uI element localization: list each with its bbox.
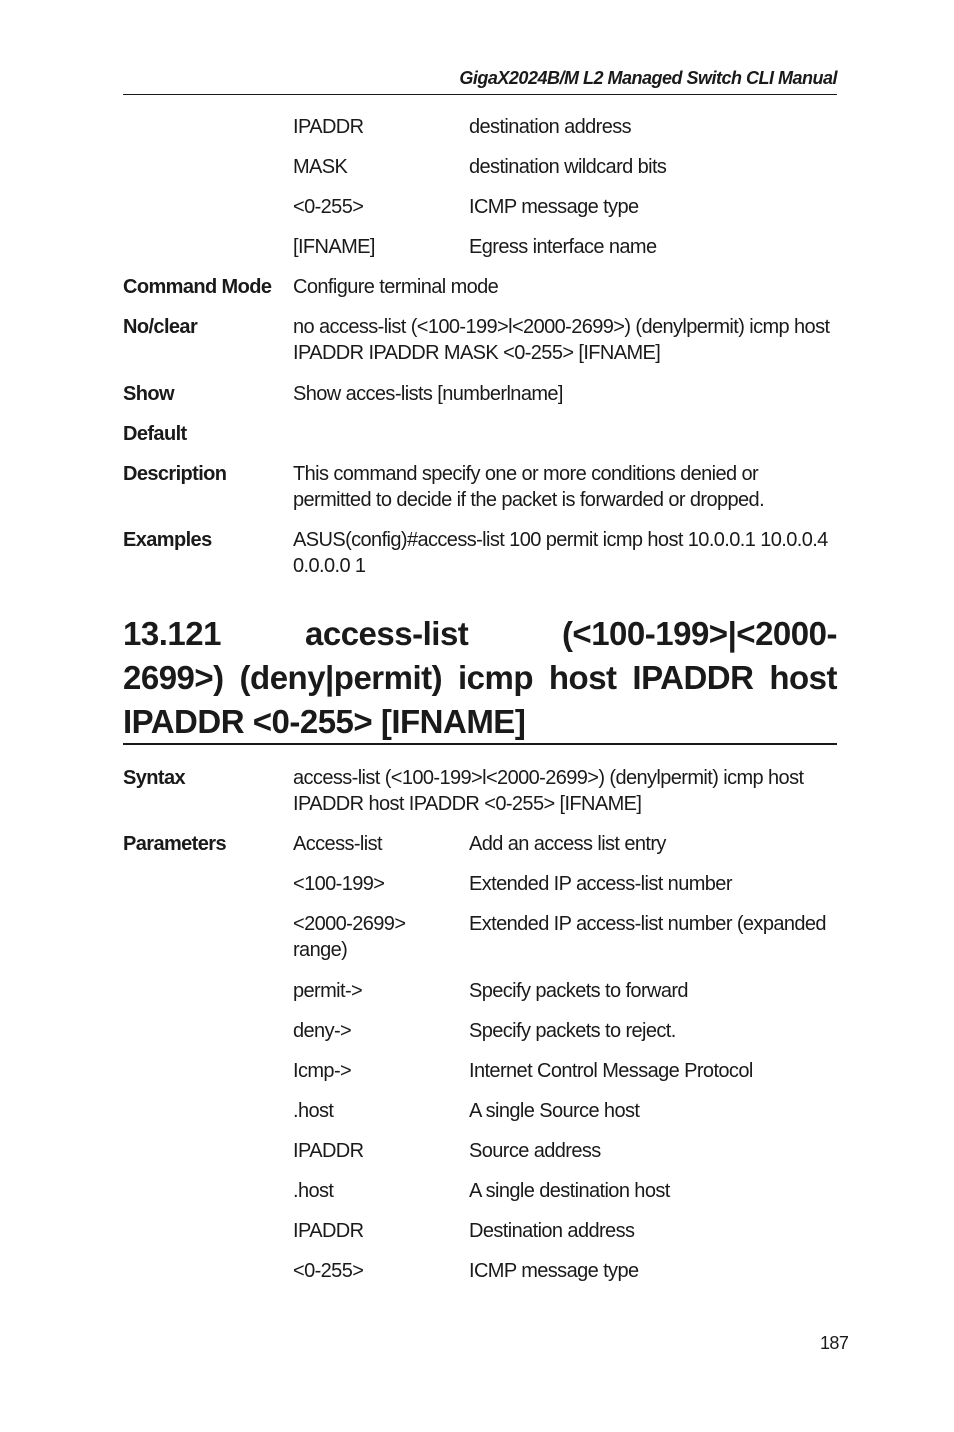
param-desc: Specify packets to forward <box>469 980 688 1002</box>
param-name: IPADDR <box>293 116 364 138</box>
param-desc: Add an access list entry <box>469 833 666 855</box>
param-wrapped <box>293 911 839 963</box>
section-heading <box>123 612 837 744</box>
param-desc: A single Source host <box>469 1100 640 1122</box>
param-name: <100-199> <box>293 873 385 895</box>
param-name: .host <box>293 1100 334 1122</box>
noclear-label: No/clear <box>123 316 198 338</box>
noclear-value: no access-list (<100-199>l<2000-2699>) (denylpermit) icmp host IPADDR IPADDR MASK <0-255> [IFNAME] <box>293 316 830 364</box>
param-desc: ICMP message type <box>469 196 639 218</box>
page-number: 187 <box>820 1333 849 1353</box>
param-desc: A single destination host <box>469 1180 670 1202</box>
syntax-value: access-list (<100-199>l<2000-2699>) (denylpermit) icmp host IPADDR host IPADDR <0-255> [IFNAME] <box>293 767 804 815</box>
show-value: Show acces-lists [numberlname] <box>293 383 563 405</box>
param-name: <0-255> <box>293 1260 364 1282</box>
param-desc: Source address <box>469 1140 601 1162</box>
param-desc: ICMP message type <box>469 1260 639 1282</box>
param-name: [IFNAME] <box>293 236 375 258</box>
param-desc: Extended IP access-list number <box>469 873 732 895</box>
section-title: access-list (<100-199>|<2000-2699>) (deny|permit) icmp host IPADDR host IPADDR <0-255> [IFNAME] <box>123 615 837 740</box>
show-label: Show <box>123 383 174 405</box>
syntax-label: Syntax <box>123 767 185 789</box>
command-mode-value: Configure terminal mode <box>293 276 499 298</box>
param-name: IPADDR <box>293 1220 364 1242</box>
param-desc: Egress interface name <box>469 236 657 258</box>
param-name: IPADDR <box>293 1140 364 1162</box>
param-desc: Destination address <box>469 1220 635 1242</box>
param-name: <2000-2699> <box>293 913 406 935</box>
parameters-label: Parameters <box>123 833 226 855</box>
param-name: <0-255> <box>293 196 364 218</box>
param-name: MASK <box>293 156 348 178</box>
param-name: Access-list <box>293 833 382 855</box>
param-name: deny-> <box>293 1020 352 1042</box>
param-desc: destination wildcard bits <box>469 156 667 178</box>
param-name: permit-> <box>293 980 363 1002</box>
examples-value: ASUS(config)#access-list 100 permit icmp host 10.0.0.1 10.0.0.4 0.0.0.0 1 <box>293 529 828 577</box>
param-desc: Specify packets to reject. <box>469 1020 676 1042</box>
command-mode-label: Command Mode <box>123 276 272 298</box>
description-value: This command specify one or more conditions denied or permitted to decide if the packet is forwarded or dropped. <box>293 463 765 511</box>
header-divider <box>123 94 837 95</box>
description-label: Description <box>123 463 227 485</box>
param-desc: Internet Control Message Protocol <box>469 1060 753 1082</box>
param-name: .host <box>293 1180 334 1202</box>
running-header: GigaX2024B/M L2 Managed Switch CLI Manual <box>459 68 837 88</box>
param-desc: destination address <box>469 116 632 138</box>
examples-label: Examples <box>123 529 212 551</box>
section-number: 13.121 <box>123 615 221 652</box>
section-divider <box>123 743 837 745</box>
param-name: Icmp-> <box>293 1060 352 1082</box>
param-desc: Extended IP access-list number (expanded range) <box>293 913 826 961</box>
default-label: Default <box>123 423 187 445</box>
